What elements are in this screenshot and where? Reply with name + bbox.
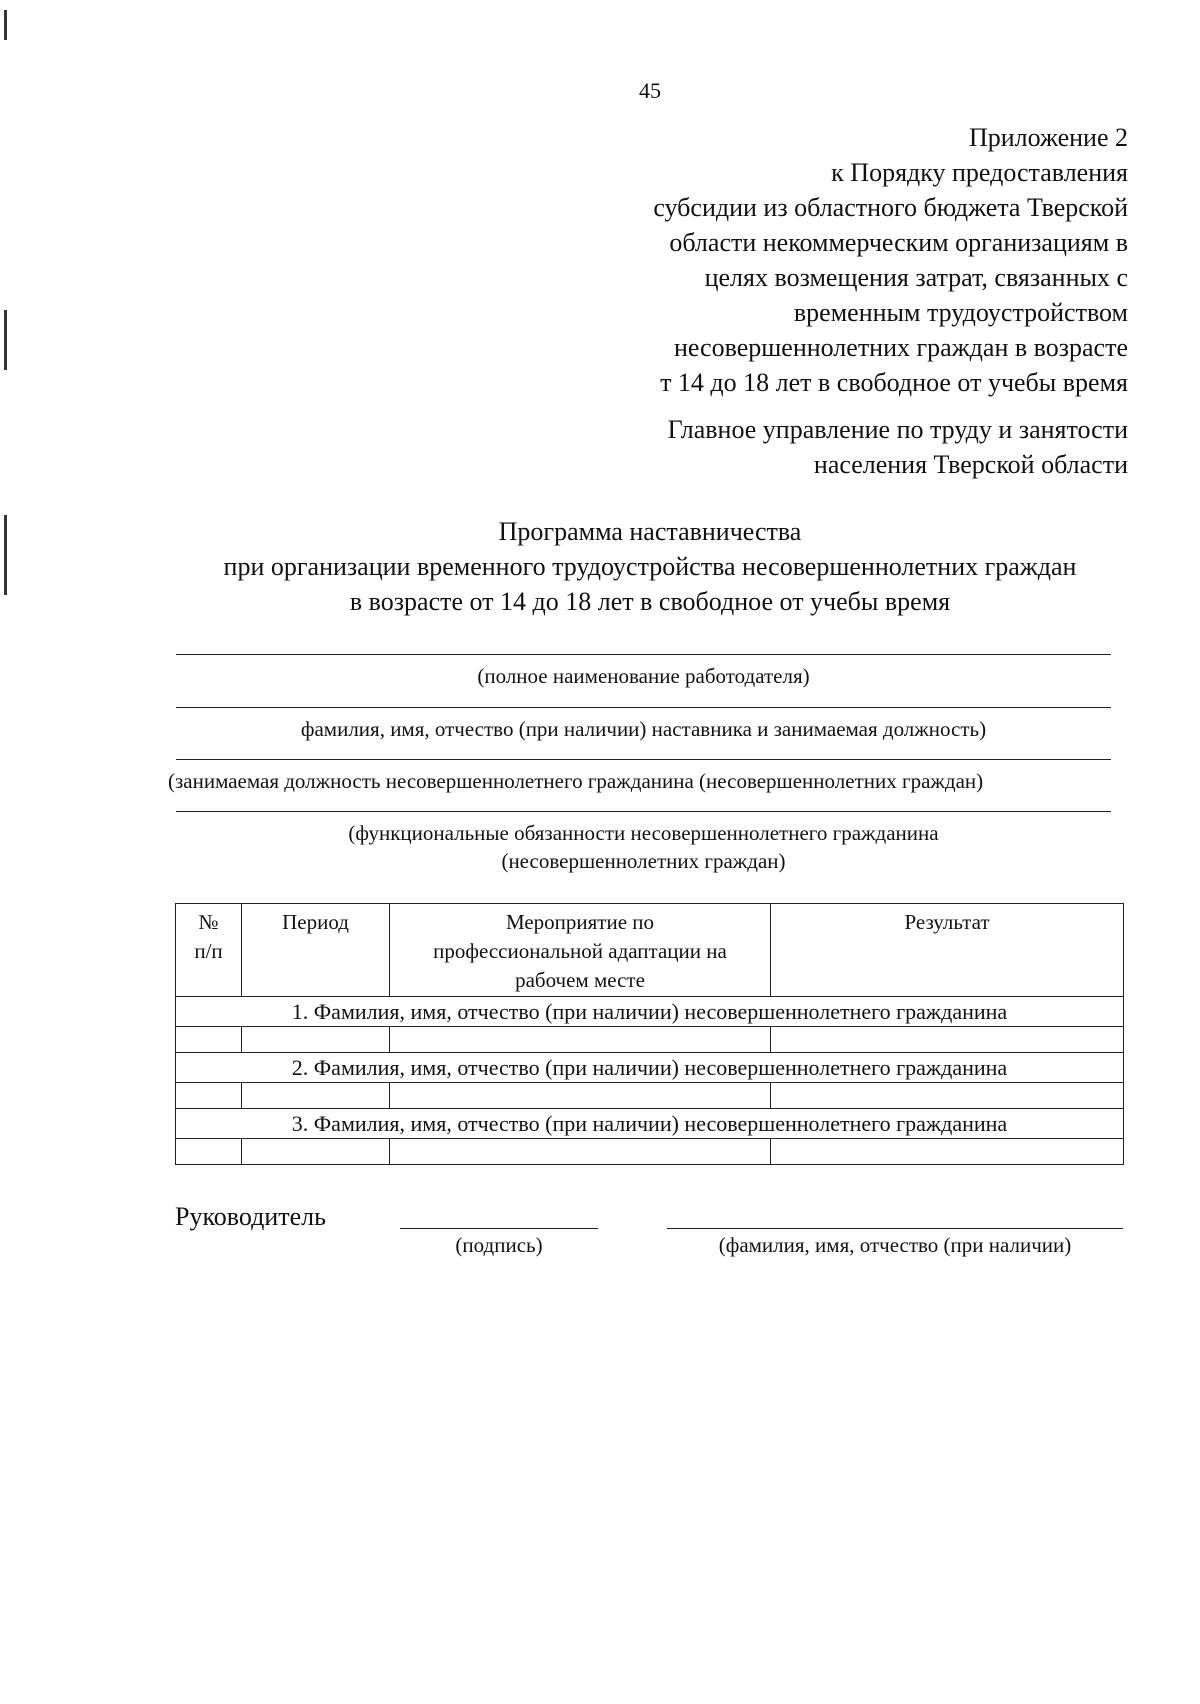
empty-cell	[242, 1139, 390, 1165]
empty-cell	[390, 1139, 771, 1165]
column-header-number: № п/п	[176, 904, 242, 997]
mentoring-plan-table	[175, 903, 1124, 1165]
scan-margin-mark	[4, 10, 7, 40]
mentor-field	[176, 707, 1111, 743]
empty-cell	[176, 1083, 242, 1109]
appendix-line: несовершеннолетних граждан в возрасте	[673, 333, 1128, 362]
scan-margin-mark	[4, 515, 7, 595]
name-caption: (фамилия, имя, отчество (при наличии)	[718, 1233, 1072, 1257]
group-name-cell: 3. Фамилия, имя, отчество (при наличии) несовершеннолетнего гражданина	[176, 1109, 1124, 1139]
employer-field	[176, 654, 1111, 690]
appendix-header	[568, 120, 1128, 400]
program-title-line: Программа наставничества	[498, 517, 802, 546]
empty-cell	[390, 1027, 771, 1053]
empty-cell	[771, 1027, 1124, 1053]
appendix-line: к Порядку предоставления	[831, 158, 1128, 187]
program-title	[150, 514, 1150, 619]
fill-in-line	[176, 707, 1111, 708]
table-row	[176, 1083, 1124, 1109]
employer-caption: (полное наименование работодателя)	[477, 664, 810, 688]
table-header-row	[176, 904, 1124, 997]
position-field	[168, 759, 1111, 795]
appendix-line: области некоммерческим организациям в	[669, 228, 1128, 257]
position-caption: (занимаемая должность несовершеннолетнего гражданина (несовершеннолетних граждан)	[168, 769, 984, 793]
page-number: 45	[639, 78, 661, 103]
fill-in-line	[176, 759, 1111, 760]
column-header-period: Период	[242, 904, 390, 997]
appendix-line: Приложение 2	[968, 123, 1128, 152]
program-title-line: при организации временного трудоустройства несовершеннолетних граждан	[223, 552, 1077, 581]
empty-cell	[176, 1027, 242, 1053]
program-title-line: в возрасте от 14 до 18 лет в свободное от учебы время	[349, 587, 951, 616]
table-group-row	[176, 1109, 1124, 1139]
column-header-activity: Мероприятие по профессиональной адаптации на рабочем месте	[390, 904, 771, 997]
signature-caption: (подпись)	[455, 1233, 543, 1257]
appendix-line: целях возмещения затрат, связанных с	[704, 263, 1128, 292]
empty-cell	[771, 1083, 1124, 1109]
mentor-caption: фамилия, имя, отчество (при наличии) наставника и занимаемая должность)	[300, 717, 987, 741]
appendix-line: временным трудоустройством	[793, 298, 1128, 327]
table-row	[176, 1027, 1124, 1053]
signature-line	[400, 1228, 598, 1229]
duties-caption-line: (функциональные обязанности несовершеннолетнего гражданина	[348, 821, 939, 845]
duties-caption	[176, 819, 1111, 875]
fill-in-line	[176, 654, 1111, 655]
scan-margin-mark	[4, 310, 7, 370]
name-line	[667, 1228, 1123, 1229]
appendix-line: субсидии из областного бюджета Тверской	[653, 193, 1128, 222]
table-group-row	[176, 997, 1124, 1027]
empty-cell	[176, 1139, 242, 1165]
table-row	[176, 1139, 1124, 1165]
head-signature-label: Руководитель	[175, 1202, 326, 1231]
appendix-line: т 14 до 18 лет в свободное от учебы время	[660, 368, 1128, 397]
addressee	[568, 412, 1128, 482]
addressee-line: населения Тверской области	[813, 450, 1128, 479]
group-name-cell: 1. Фамилия, имя, отчество (при наличии) несовершеннолетнего гражданина	[176, 997, 1124, 1027]
addressee-line: Главное управление по труду и занятости	[667, 415, 1128, 444]
group-name-cell: 2. Фамилия, имя, отчество (при наличии) несовершеннолетнего гражданина	[176, 1053, 1124, 1083]
duties-caption-line: (несовершеннолетних граждан)	[501, 849, 786, 873]
fill-in-line	[176, 811, 1111, 812]
empty-cell	[390, 1083, 771, 1109]
duties-field	[176, 811, 1111, 875]
empty-cell	[771, 1139, 1124, 1165]
empty-cell	[242, 1083, 390, 1109]
empty-cell	[242, 1027, 390, 1053]
table-group-row	[176, 1053, 1124, 1083]
column-header-result: Результат	[771, 904, 1124, 997]
